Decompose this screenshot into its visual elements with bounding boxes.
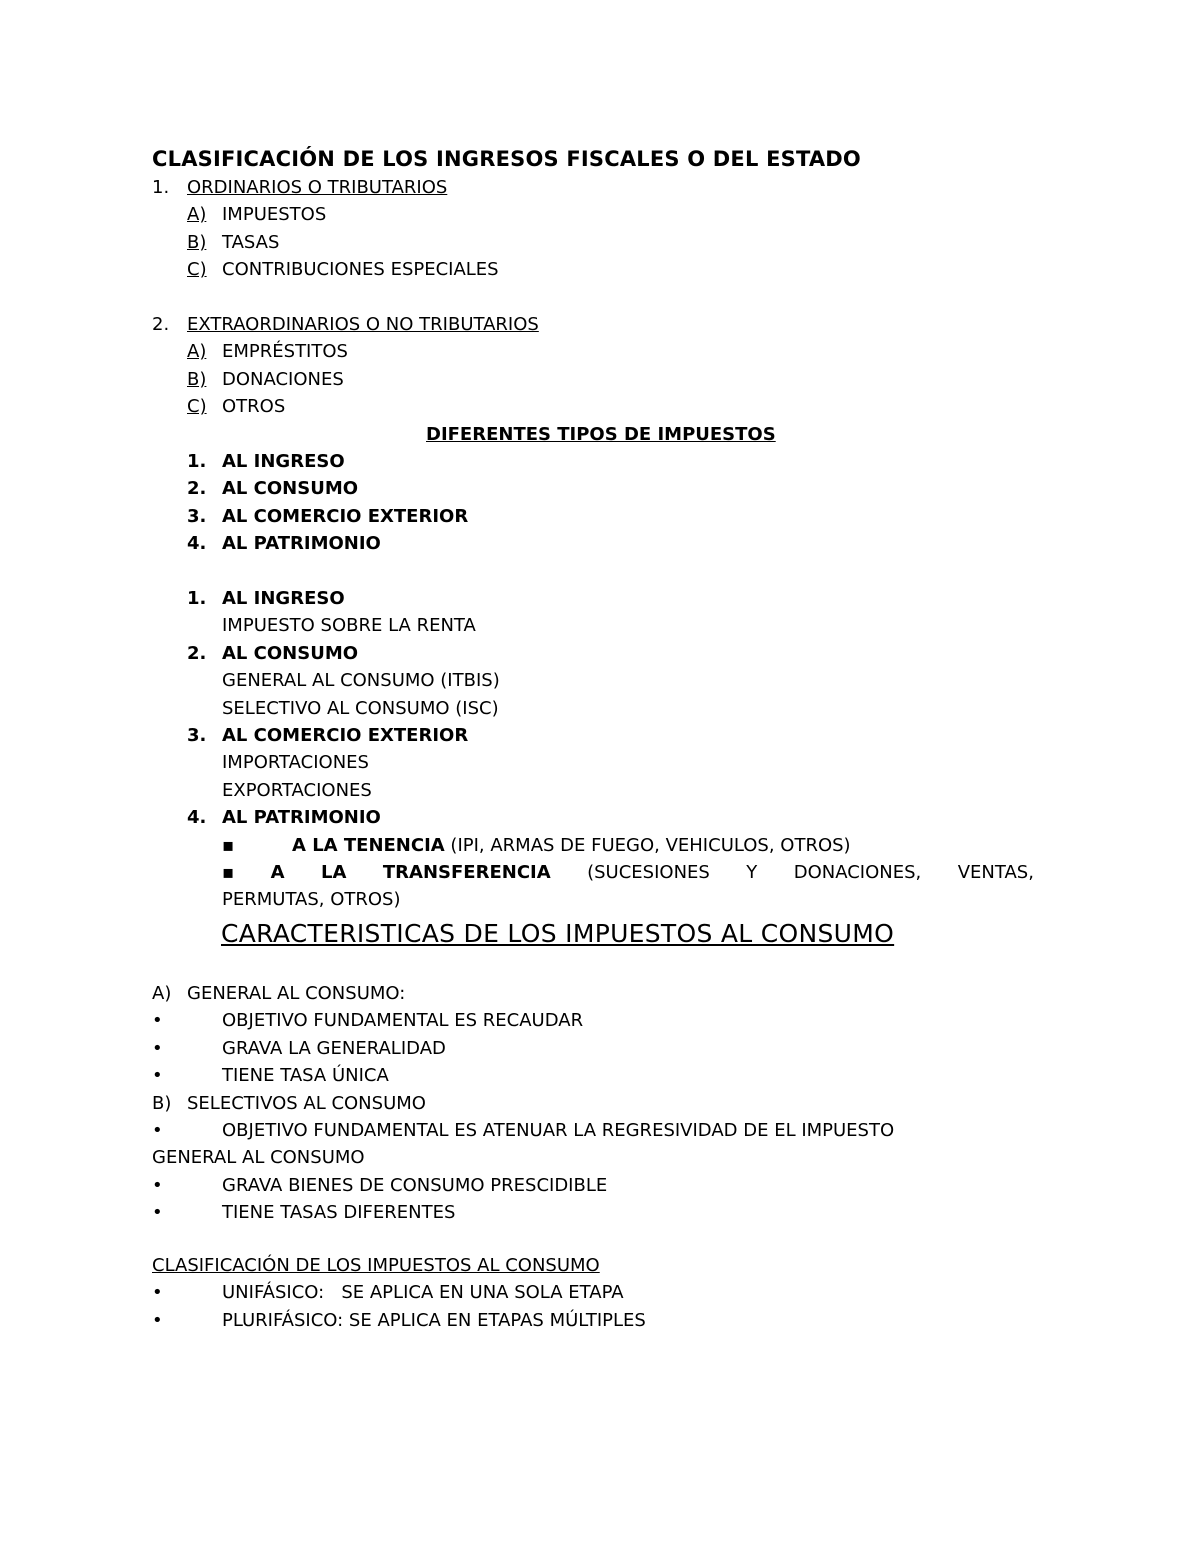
square-bullet-icon: ▪	[222, 834, 235, 856]
transferencia-justified	[222, 859, 1034, 886]
tenencia-label: A LA TENENCIA	[292, 834, 445, 856]
document-title: CLASIFICACIÓN DE LOS INGRESOS FISCALES O DEL ESTADO	[152, 147, 861, 171]
caracteristicas-title: CARACTERISTICAS DE LOS IMPUESTOS AL CONSUMO	[221, 919, 895, 948]
item-text: AL PATRIMONIO	[222, 807, 381, 829]
item-letter: A)	[152, 983, 172, 1004]
item-number: 2.	[187, 478, 207, 500]
item-number: 2.	[187, 642, 207, 664]
section-extraordinarios	[152, 311, 539, 421]
item-text: GENERAL AL CONSUMO:	[187, 983, 406, 1004]
bullet-text: OBJETIVO FUNDAMENTAL ES RECAUDAR	[222, 1010, 584, 1032]
list-item	[152, 201, 499, 228]
transferencia-line	[187, 859, 1034, 886]
bullet-icon: •	[152, 1010, 163, 1032]
bullet-icon: •	[152, 1309, 163, 1331]
detalle-heading-ingreso	[187, 585, 1034, 612]
item-letter: C)	[187, 396, 207, 418]
item-text: TASAS	[222, 231, 280, 253]
list-item	[152, 256, 499, 283]
detalle-line: GENERAL AL CONSUMO (ITBIS)	[222, 670, 500, 692]
bullet-icon: •	[152, 1282, 163, 1304]
section-number: 2.	[152, 314, 170, 335]
detalle-list	[187, 585, 1034, 914]
list-item	[152, 366, 539, 393]
item-letter: A)	[187, 204, 207, 226]
tipos-title: DIFERENTES TIPOS DE IMPUESTOS	[426, 424, 776, 445]
item-letter: C)	[187, 259, 207, 281]
section-heading	[152, 311, 539, 338]
item-text: AL INGRESO	[222, 451, 345, 472]
bullet-text: UNIFÁSICO: SE APLICA EN UNA SOLA ETAPA	[222, 1282, 624, 1304]
detalle-heading-patrimonio	[187, 804, 1034, 831]
list-item	[152, 229, 499, 256]
item-text: AL COMERCIO EXTERIOR	[222, 505, 469, 527]
bullet-text: GRAVA BIENES DE CONSUMO PRESCIDIBLE	[222, 1174, 608, 1196]
item-number: 1.	[187, 588, 207, 609]
tenencia-line	[187, 832, 1034, 859]
selectivos-heading	[152, 1090, 894, 1117]
general-heading	[152, 980, 894, 1007]
word: A	[270, 861, 285, 883]
word: (SUCESIONES	[587, 861, 710, 883]
section-heading	[152, 174, 499, 201]
detalle-line: IMPORTACIONES	[222, 752, 369, 774]
item-text: AL CONSUMO	[222, 478, 359, 500]
list-item	[187, 475, 468, 502]
list-item	[152, 338, 539, 365]
item-number: 3.	[187, 505, 207, 527]
word: VENTAS,	[957, 861, 1034, 883]
item-letter: A)	[187, 341, 207, 363]
tipos-list	[187, 448, 468, 558]
bullet-icon: •	[152, 1174, 163, 1196]
bullet-item	[152, 1117, 894, 1144]
item-letter: B)	[152, 1092, 172, 1114]
bullet-item	[152, 1007, 894, 1034]
section-ordinarios	[152, 174, 499, 284]
word: TRANSFERENCIA	[382, 861, 551, 883]
item-text: CONTRIBUCIONES ESPECIALES	[222, 259, 499, 281]
item-text: AL PATRIMONIO	[222, 533, 381, 555]
tenencia-detail: (IPI, ARMAS DE FUEGO, VEHICULOS, OTROS)	[444, 834, 851, 856]
section-number: 1.	[152, 177, 170, 198]
caracteristicas-list	[152, 980, 894, 1227]
bullet-item	[152, 1035, 894, 1062]
item-number: 1.	[187, 451, 207, 472]
word: LA	[321, 861, 347, 883]
bullet-continuation: GENERAL AL CONSUMO	[152, 1147, 365, 1169]
bullet-icon: •	[152, 1202, 163, 1224]
clasificacion-title: CLASIFICACIÓN DE LOS IMPUESTOS AL CONSUMO	[152, 1255, 600, 1276]
bullet-item	[152, 1199, 894, 1226]
detalle-heading-consumo	[187, 640, 1034, 667]
word: Y	[746, 861, 758, 883]
bullet-text: GRAVA LA GENERALIDAD	[222, 1037, 446, 1059]
item-text: EMPRÉSTITOS	[222, 341, 348, 363]
bullet-text: TIENE TASAS DIFERENTES	[222, 1202, 456, 1224]
bullet-item	[152, 1062, 894, 1089]
list-item	[187, 448, 468, 475]
detalle-heading-comercio	[187, 722, 1034, 749]
transferencia-continuation: PERMUTAS, OTROS)	[222, 889, 401, 911]
bullet-icon: •	[152, 1065, 163, 1087]
word: DONACIONES,	[793, 861, 922, 883]
item-text: SELECTIVOS AL CONSUMO	[187, 1092, 426, 1114]
item-number: 4.	[187, 807, 207, 829]
section-title: EXTRAORDINARIOS O NO TRIBUTARIOS	[187, 314, 539, 335]
item-text: AL INGRESO	[222, 588, 345, 609]
item-letter: B)	[187, 231, 207, 253]
bullet-text: TIENE TASA ÚNICA	[222, 1065, 389, 1087]
detalle-line: IMPUESTO SOBRE LA RENTA	[222, 615, 476, 637]
item-number: 4.	[187, 533, 207, 555]
list-item	[187, 530, 468, 557]
bullet-icon: •	[152, 1037, 163, 1059]
item-text: OTROS	[222, 396, 286, 418]
bullet-item	[152, 1172, 894, 1199]
clasificacion-consumo	[152, 1252, 646, 1334]
bullet-item	[152, 1307, 646, 1334]
list-item	[187, 503, 468, 530]
square-bullet-icon: ▪	[222, 861, 235, 883]
item-text: IMPUESTOS	[222, 204, 327, 226]
detalle-line: EXPORTACIONES	[222, 779, 372, 801]
section-title: ORDINARIOS O TRIBUTARIOS	[187, 177, 448, 198]
item-text: DONACIONES	[222, 368, 344, 390]
bullet-item	[152, 1279, 646, 1306]
bullet-icon: •	[152, 1119, 163, 1141]
list-item	[152, 393, 539, 420]
item-text: AL CONSUMO	[222, 642, 359, 664]
bullet-text: PLURIFÁSICO: SE APLICA EN ETAPAS MÚLTIPLES	[222, 1309, 646, 1331]
detalle-line: SELECTIVO AL CONSUMO (ISC)	[222, 697, 499, 719]
item-letter: B)	[187, 368, 207, 390]
bullet-text: OBJETIVO FUNDAMENTAL ES ATENUAR LA REGRESIVIDAD DE EL IMPUESTO	[222, 1119, 895, 1141]
item-text: AL COMERCIO EXTERIOR	[222, 724, 469, 746]
item-number: 3.	[187, 724, 207, 746]
